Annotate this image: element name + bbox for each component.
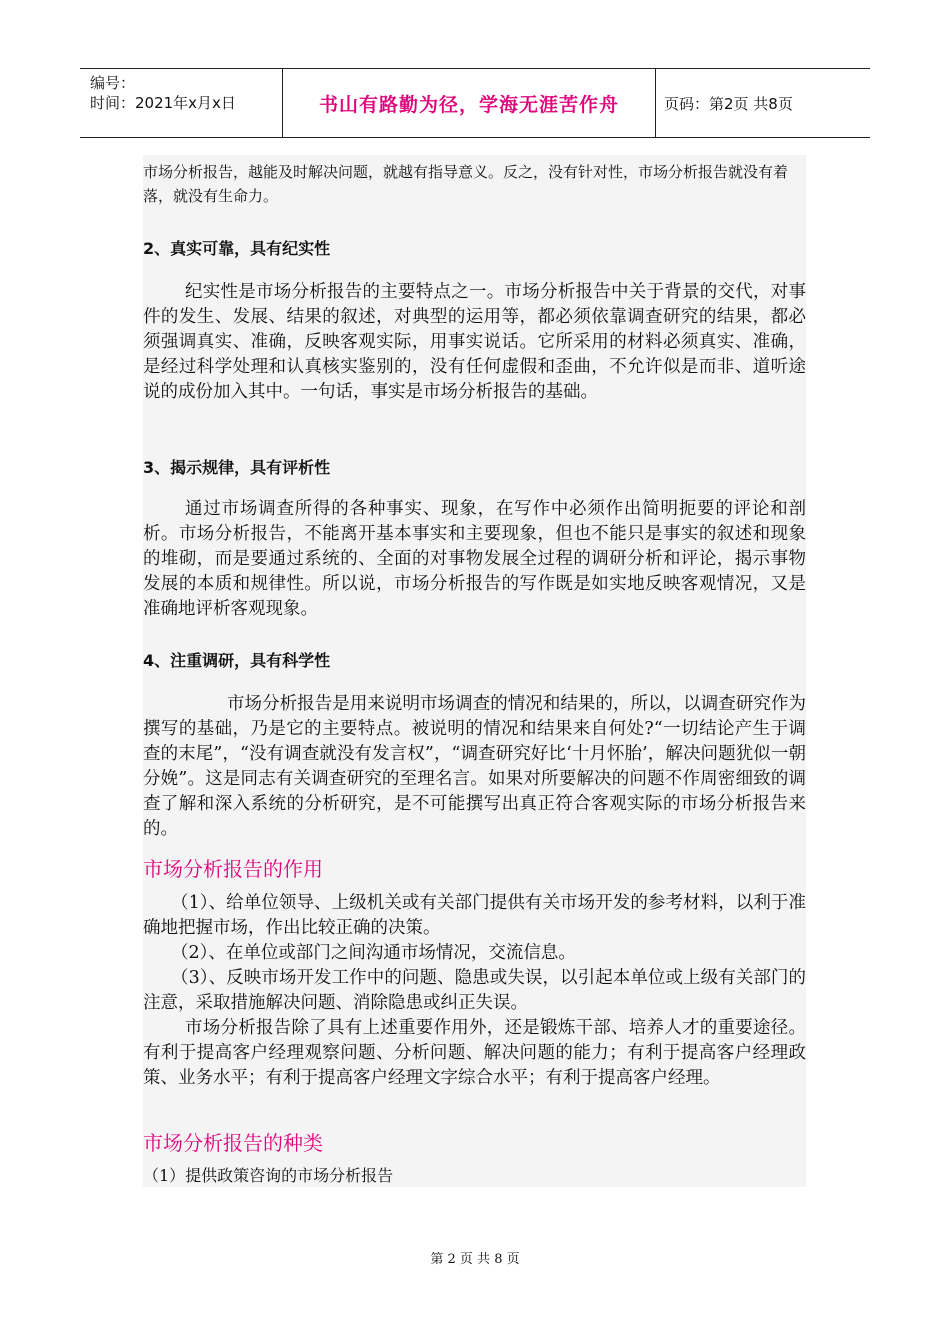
intro-paragraph: 市场分析报告，越能及时解决问题，就越有指导意义。反之，没有针对性，市场分析报告就没有着落，就没有生命力。 [143,163,789,205]
type-item-1: （1）提供政策咨询的市场分析报告 [143,1166,394,1185]
header-page-info: 页码：第2页 共8页 [664,94,793,113]
section-title-types: 市场分析报告的种类 [143,1131,323,1155]
number-label: 编号： [90,74,136,92]
section-title-role: 市场分析报告的作用 [143,857,323,881]
header-meta [80,69,282,137]
header-motto: 书山有路勤为径，学海无涯苦作舟 [282,69,656,137]
role-item-2: （2）、在单位或部门之间沟通市场情况，交流信息。 [171,943,576,963]
heading-3: 3、揭示规律，具有评析性 [143,458,331,477]
header-table [80,68,870,138]
paragraph-3: 通过市场调查所得的各种事实、现象，在写作中必须作出简明扼要的评论和剖析。市场分析报告，不能离开基本事实和主要现象，但也不能只是事实的叙述和现象的堆砌，而是要通过系统的、全面的对事物发展全过程的调研分析和评论，揭示事物发展的本质和规律性。所以说，市场分析报告的写作既是如实地反映客观情况，又是准确地评析客观现象。 [143,499,806,619]
paragraph-4: 市场分析报告是用来说明市场调查的情况和结果的，所以，以调查研究作为撰写的基础，乃是它的主要特点。被说明的情况和结果来自何处?“一切结论产生于调查的末尾”，“没有调查就没有发言权”，“调查研究好比‘十月怀胎’，解决问题犹似一朝分娩”。这是同志有关调查研究的至理名言。如果对所要解决的问题不作周密细致的调查了解和深入系统的分析研究，是不可能撰写出真正符合客观实际的市场分析报告来的。 [143,694,806,839]
role-item-4: 市场分析报告除了具有上述重要作用外，还是锻炼干部、培养人才的重要途径。有利于提高客户经理观察问题、分析问题、解决问题的能力；有利于提高客户经理政策、业务水平；有利于提高客户经理文字综合水平；有利于提高客户经理。 [143,1018,806,1088]
heading-2: 2、真实可靠，具有纪实性 [143,239,331,258]
role-item-1: （1）、给单位领导、上级机关或有关部门提供有关市场开发的参考材料，以利于准确地把握市场，作出比较正确的决策。 [143,893,806,938]
heading-4: 4、注重调研，具有科学性 [143,651,331,670]
role-item-3: （3）、反映市场开发工作中的问题、隐患或失误，以引起本单位或上级有关部门的注意，采取措施解决问题、消除隐患或纠正失误。 [143,968,806,1013]
time-label: 时间：2021年x月x日 [90,94,236,112]
paragraph-2: 纪实性是市场分析报告的主要特点之一。市场分析报告中关于背景的交代，对事件的发生、发展、结果的叙述，对典型的运用等，都必须依靠调查研究的结果，都必须强调真实、准确，反映客观实际，用事实说话。它所采用的材料必须真实、准确，是经过科学处理和认真核实鉴别的，没有任何虚假和歪曲，不允许似是而非、道听途说的成份加入其中。一句话，事实是市场分析报告的基础。 [143,282,806,402]
page-footer: 第 2 页 共 8 页 [430,1252,520,1267]
